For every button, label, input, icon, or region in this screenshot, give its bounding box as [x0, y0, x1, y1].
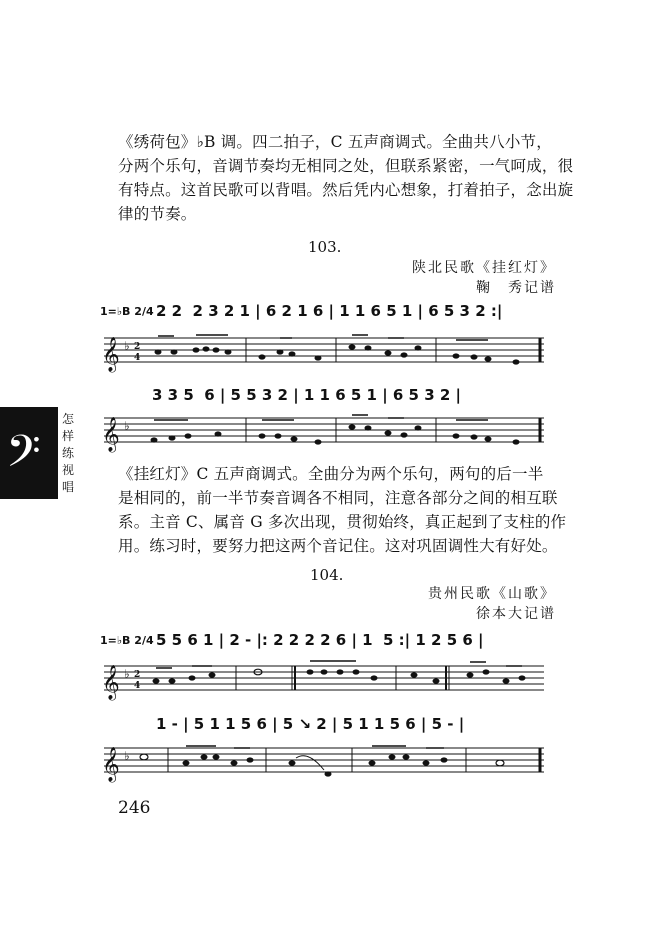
- svg-text:2: 2: [134, 670, 141, 680]
- svg-text:2: 2: [134, 342, 141, 352]
- text-line: 是相同的，前一半节奏音调各不相同，注意各部分之间的相互联: [118, 489, 558, 507]
- bass-clef-icon: [0, 407, 58, 499]
- svg-text:4: 4: [134, 681, 141, 691]
- svg-text:𝄞: 𝄞: [102, 417, 120, 452]
- song-number-103: 103.: [308, 238, 342, 256]
- svg-text:𝄞: 𝄞: [102, 665, 120, 700]
- text-line: 有特点。这首民歌可以背唱。然后凭内心想象，打着拍子，念出旋: [118, 181, 574, 199]
- music-staff: [96, 410, 548, 454]
- jianpu-line: 3 3 5 6 | 5 5 3 2 | 1 1 6 5 1 | 6 5 3 2 |: [152, 386, 462, 404]
- music-staff: [96, 658, 548, 702]
- paragraph-103: [118, 462, 567, 558]
- svg-text:𝄞: 𝄞: [102, 747, 120, 782]
- jianpu-line: 2 2 2 3 2 1 | 6 2 1 6 | 1 1 6 5 1 | 6 5 3 2 :|: [156, 302, 503, 320]
- page-number: 246: [118, 798, 151, 818]
- sidebar-tab: [0, 407, 58, 499]
- music-staff: [96, 740, 548, 784]
- text-line: 《绣荷包》♭B 调。四二拍子，C 五声商调式。全曲共八小节，: [118, 133, 552, 151]
- intro-paragraph: [118, 130, 574, 226]
- svg-text:♭: ♭: [124, 667, 130, 681]
- song-103-source: 陕北民歌《挂红灯》: [412, 260, 556, 276]
- svg-text:♭: ♭: [124, 339, 130, 353]
- jianpu-line: 5 5 6 1 | 2 - |: 2 2 2 2 6 | 1 5 :| 1 2 5 6 |: [156, 631, 484, 649]
- song-104-transcriber: 徐本大记谱: [476, 606, 556, 622]
- svg-text:𝄞: 𝄞: [102, 337, 120, 372]
- song-104-source: 贵州民歌《山歌》: [428, 586, 556, 602]
- music-staff: [96, 330, 548, 374]
- text-line: 用。练习时，要努力把这两个音记住。这对巩固调性大有好处。: [118, 537, 558, 555]
- key-signature: 1=♭B 2/4: [100, 305, 154, 318]
- song-103-transcriber: 鞠 秀记谱: [476, 280, 556, 296]
- text-line: 律的节奏。: [118, 205, 197, 223]
- jianpu-line: 1 - | 5 1 1 5 6 | 5 ↘ 2 | 5 1 1 5 6 | 5 - |: [156, 715, 465, 733]
- text-line: 系。主音 C、属音 G 多次出现，贯彻始终，真正起到了支柱的作: [118, 513, 567, 531]
- song-number-104: 104.: [310, 566, 344, 584]
- svg-text:4: 4: [134, 353, 141, 363]
- svg-text:𝄢: 𝄢: [6, 425, 41, 488]
- svg-text:♭: ♭: [124, 419, 130, 433]
- svg-text:♭: ♭: [124, 749, 130, 763]
- sidebar-title: 怎 样 练 视 唱: [61, 412, 74, 494]
- text-line: 《挂红灯》C 五声商调式。全曲分为两个乐句，两句的后一半: [118, 465, 544, 483]
- text-line: 分两个乐句，音调节奏均无相同之处，但联系紧密，一气呵成，很: [118, 157, 574, 175]
- key-signature: 1=♭B 2/4: [100, 634, 154, 647]
